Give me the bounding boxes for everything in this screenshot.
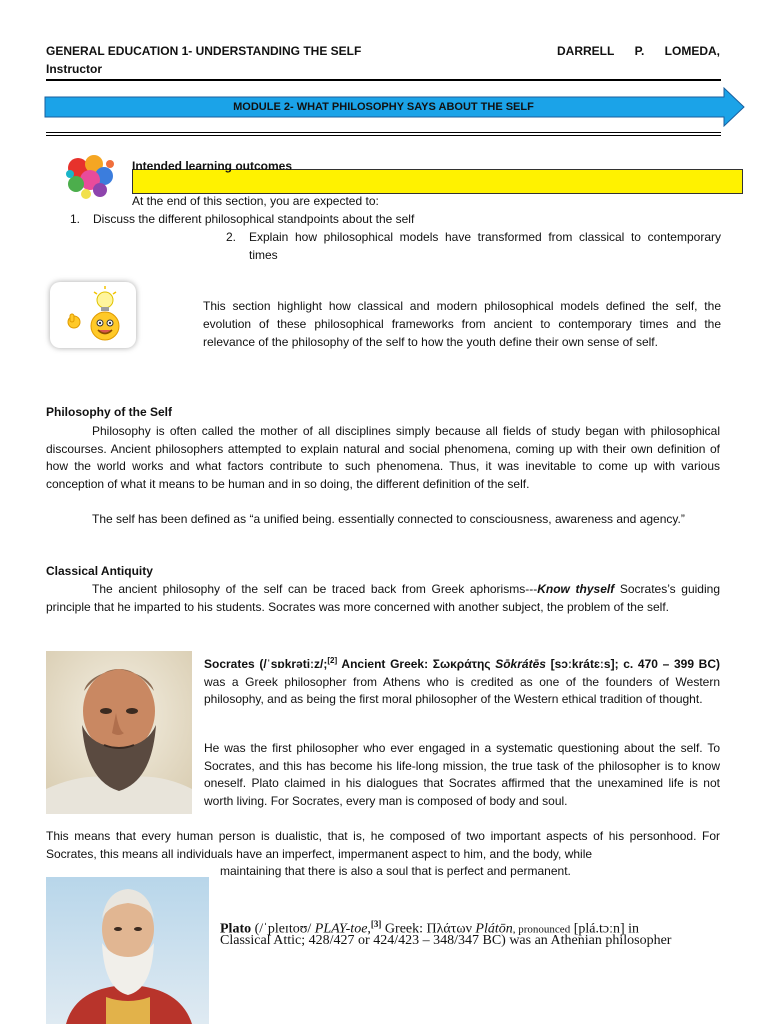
plato-pronunciation-italic: PLAY-toe [314, 921, 368, 937]
philosophy-paragraph-1: Philosophy is often called the mother of all disciplines simply because all fields of study began with philosophical discourses. Ancient philosophers attempted to explain natural and social phenomena, coming up with their own definition of how the world works and what factors contribute to such phenomena. Thus, it was inevitable to come up with various conception of what it means to be human and in so doing, the different definition of the self. [46, 424, 720, 491]
instructor-middle-initial: P. [634, 44, 645, 58]
socrates-transliteration: Sōkrátēs [495, 657, 546, 671]
socrates-bio-rest: was a Greek philosopher from Athens who is credited as one of the founders of Western philosophy, and as being the first moral philosopher of the Western ethical tradition of thought. [204, 674, 720, 707]
module-title: MODULE 2- WHAT PHILOSOPHY SAYS ABOUT THE SELF [233, 101, 534, 113]
lightbulb-smiley-icon [50, 282, 136, 348]
paint-splash-icon [62, 150, 118, 202]
philosophy-paragraph-2: The self has been defined as “a unified being. essentially connected to consciousness, awareness and agency.” [92, 512, 685, 526]
instructor-first-name: DARRELL [557, 44, 615, 58]
socrates-paragraph-2: He was the first philosopher who ever engaged in a systematic questioning about the self. To Socrates, and this has become his life-long mission, the true task of the philosopher is to know oneself. Plato claimed in his dialogues that Socrates affirmed that the unexamined life is not worth living. For Socrates, every man is composed of body and soul. [204, 741, 720, 808]
plato-transliteration: Plátōn [475, 921, 513, 937]
plato-ipa: [plá.tɔːn] in [570, 921, 640, 937]
socrates-bio [204, 652, 720, 709]
outcomes-heading: Intended learning outcomes [132, 159, 293, 173]
socrates-reference: [2] [327, 656, 338, 665]
plato-bio-line-1: Plato (/ˈpleɪtoʊ/ PLAY-toe,[3] Greek: Πλάτων Plátōn, pronounced [plá.tɔːn] in [220, 919, 640, 937]
socrates-portrait [46, 651, 192, 814]
plato-greek-label: Greek: Πλάτων [381, 921, 476, 937]
plato-name: Plato [220, 921, 252, 937]
plato-bio-line-2: Classical Attic; 428/427 or 424/423 – 348/347 BC) was an Athenian philosopher [220, 933, 672, 948]
idea-emoji-card [50, 282, 136, 348]
know-thyself-emphasis: Know thyself [537, 582, 615, 596]
header-rule [46, 79, 721, 81]
outcomes-intro: At the end of this section, you are expected to: [132, 194, 379, 208]
socrates-paragraph-3-end: maintaining that there is also a soul that is perfect and permanent. [220, 864, 571, 878]
banner-rule-bottom [46, 135, 721, 136]
socrates-name: Socrates [204, 657, 255, 671]
classical-heading: Classical Antiquity [46, 564, 153, 578]
section-overview: This section highlight how classical and modern philosophical models defined the self, the evolution of these philosophical frameworks from ancient to contemporary times and the relevance of the philosophy of the self to how the youth define their own sense of self. [203, 299, 721, 349]
outcome-2-number: 2. [226, 230, 237, 244]
socrates-ipa-dates: [sɔːkrátɛːs]; c. 470 – 399 BC) [545, 657, 721, 671]
banner-rule-top [46, 132, 721, 133]
socrates-pronunciation: (/ˈsɒkrətiːz/; [254, 657, 328, 671]
classical-text-after: Socrates’s guiding principle that he imparted to his students. Socrates was more concerned with another subject, the problem of the self. [46, 582, 720, 614]
plato-portrait [46, 877, 209, 1024]
outcome-1-text: Discuss the different philosophical standpoints about the self [93, 212, 415, 226]
instructor-name [557, 44, 720, 58]
philosophy-heading: Philosophy of the Self [46, 405, 173, 419]
instructor-last-name: LOMEDA, [664, 44, 720, 58]
outcome-2-text: Explain how philosophical models have transformed from classical to contemporary times [249, 230, 721, 262]
classical-text-before: The ancient philosophy of the self can be traced back from Greek aphorisms--- [92, 582, 538, 596]
plato-pronounced-label: , pronounced [512, 923, 571, 936]
instructor-role: Instructor [46, 62, 103, 76]
socrates-greek-label: Ancient Greek: Σωκράτης [337, 657, 496, 671]
plato-reference: [3] [370, 919, 382, 929]
plato-pronunciation: (/ˈpleɪtoʊ/ [251, 921, 315, 937]
course-title: GENERAL EDUCATION 1- UNDERSTANDING THE SELF [46, 44, 362, 58]
socrates-paragraph-3: This means that every human person is dualistic, that is, he composed of two important aspects of his personhood. For Socrates, this means all individuals have an imperfect, impermanent aspect to him, and the body, while [46, 829, 720, 861]
classical-paragraph [46, 581, 720, 616]
outcome-1-number: 1. [70, 212, 81, 226]
